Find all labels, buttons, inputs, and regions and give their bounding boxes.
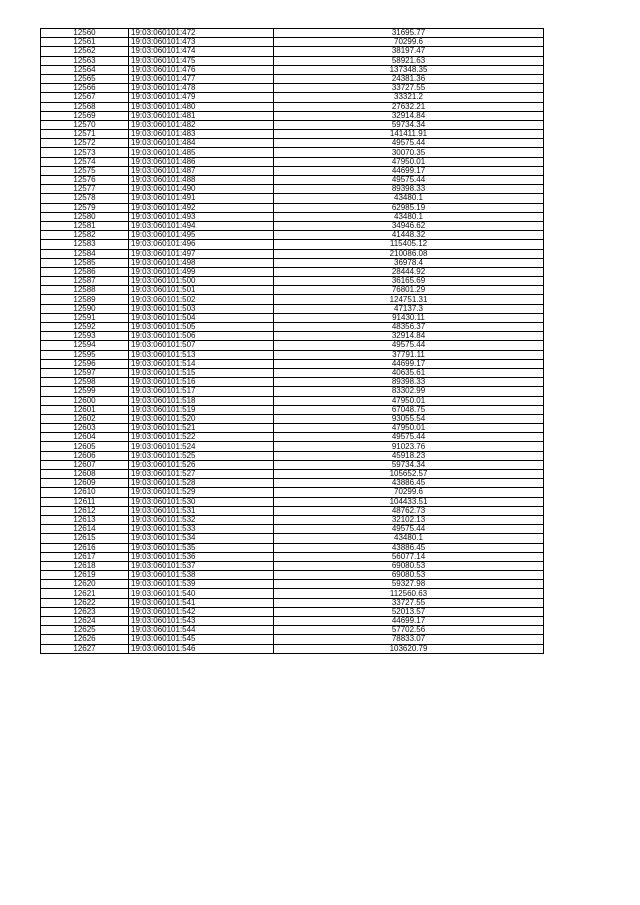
table-row bbox=[41, 267, 544, 276]
cadastral-number-cell: 19:03:060101:493 bbox=[129, 212, 274, 221]
value-cell: 28444.92 bbox=[274, 267, 544, 276]
value-cell: 78833.07 bbox=[274, 635, 544, 644]
value-cell: 56077.14 bbox=[274, 552, 544, 561]
table-row bbox=[41, 212, 544, 221]
row-number-cell: 12599 bbox=[41, 387, 129, 396]
value-cell: 30070.35 bbox=[274, 148, 544, 157]
row-number-cell: 12582 bbox=[41, 231, 129, 240]
cadastral-number-cell: 19:03:060101:521 bbox=[129, 424, 274, 433]
table-row bbox=[41, 74, 544, 83]
table-row bbox=[41, 368, 544, 377]
table-row bbox=[41, 488, 544, 497]
cadastral-number-cell: 19:03:060101:474 bbox=[129, 47, 274, 56]
value-cell: 43480.1 bbox=[274, 534, 544, 543]
row-number-cell: 12590 bbox=[41, 304, 129, 313]
cadastral-number-cell: 19:03:060101:477 bbox=[129, 74, 274, 83]
row-number-cell: 12583 bbox=[41, 240, 129, 249]
cadastral-number-cell: 19:03:060101:484 bbox=[129, 139, 274, 148]
value-cell: 44699.17 bbox=[274, 166, 544, 175]
row-number-cell: 12601 bbox=[41, 405, 129, 414]
cadastral-number-cell: 19:03:060101:472 bbox=[129, 29, 274, 38]
row-number-cell: 12612 bbox=[41, 506, 129, 515]
value-cell: 32914.84 bbox=[274, 332, 544, 341]
cadastral-number-cell: 19:03:060101:541 bbox=[129, 598, 274, 607]
value-cell: 49575.44 bbox=[274, 525, 544, 534]
row-number-cell: 12578 bbox=[41, 194, 129, 203]
table-row bbox=[41, 433, 544, 442]
table-row bbox=[41, 424, 544, 433]
table-row bbox=[41, 313, 544, 322]
cadastral-number-cell: 19:03:060101:534 bbox=[129, 534, 274, 543]
table-row bbox=[41, 552, 544, 561]
row-number-cell: 12564 bbox=[41, 65, 129, 74]
table-row bbox=[41, 506, 544, 515]
table-row bbox=[41, 598, 544, 607]
row-number-cell: 12609 bbox=[41, 479, 129, 488]
cadastral-number-cell: 19:03:060101:486 bbox=[129, 157, 274, 166]
row-number-cell: 12604 bbox=[41, 433, 129, 442]
row-number-cell: 12575 bbox=[41, 166, 129, 175]
value-cell: 89398.33 bbox=[274, 378, 544, 387]
table-row bbox=[41, 120, 544, 129]
row-number-cell: 12581 bbox=[41, 221, 129, 230]
row-number-cell: 12607 bbox=[41, 460, 129, 469]
table-row bbox=[41, 185, 544, 194]
cadastral-number-cell: 19:03:060101:532 bbox=[129, 515, 274, 524]
row-number-cell: 12579 bbox=[41, 203, 129, 212]
table-row bbox=[41, 644, 544, 653]
table-row bbox=[41, 38, 544, 47]
value-cell: 59327.98 bbox=[274, 580, 544, 589]
value-cell: 115405.12 bbox=[274, 240, 544, 249]
value-cell: 47950.01 bbox=[274, 396, 544, 405]
value-cell: 91023.76 bbox=[274, 442, 544, 451]
value-cell: 76801.29 bbox=[274, 286, 544, 295]
value-cell: 137348.35 bbox=[274, 65, 544, 74]
cadastral-number-cell: 19:03:060101:538 bbox=[129, 571, 274, 580]
row-number-cell: 12627 bbox=[41, 644, 129, 653]
table-row bbox=[41, 387, 544, 396]
table-row bbox=[41, 414, 544, 423]
row-number-cell: 12592 bbox=[41, 323, 129, 332]
row-number-cell: 12562 bbox=[41, 47, 129, 56]
table-row bbox=[41, 286, 544, 295]
row-number-cell: 12611 bbox=[41, 497, 129, 506]
value-cell: 44699.17 bbox=[274, 359, 544, 368]
table-row bbox=[41, 130, 544, 139]
table-row bbox=[41, 65, 544, 74]
value-cell: 43480.1 bbox=[274, 212, 544, 221]
table-row bbox=[41, 176, 544, 185]
data-table bbox=[40, 28, 544, 654]
value-cell: 43886.45 bbox=[274, 479, 544, 488]
table-row bbox=[41, 323, 544, 332]
table-row bbox=[41, 396, 544, 405]
row-number-cell: 12594 bbox=[41, 341, 129, 350]
value-cell: 45918.23 bbox=[274, 451, 544, 460]
value-cell: 49575.44 bbox=[274, 176, 544, 185]
table-row bbox=[41, 497, 544, 506]
cadastral-number-cell: 19:03:060101:533 bbox=[129, 525, 274, 534]
row-number-cell: 12595 bbox=[41, 350, 129, 359]
value-cell: 48762.73 bbox=[274, 506, 544, 515]
value-cell: 69080.53 bbox=[274, 571, 544, 580]
value-cell: 70299.6 bbox=[274, 488, 544, 497]
value-cell: 59734.34 bbox=[274, 460, 544, 469]
row-number-cell: 12614 bbox=[41, 525, 129, 534]
table-row bbox=[41, 405, 544, 414]
table-row bbox=[41, 451, 544, 460]
row-number-cell: 12618 bbox=[41, 561, 129, 570]
table-row bbox=[41, 203, 544, 212]
value-cell: 43886.45 bbox=[274, 543, 544, 552]
value-cell: 36165.69 bbox=[274, 277, 544, 286]
cadastral-number-cell: 19:03:060101:522 bbox=[129, 433, 274, 442]
table-row bbox=[41, 102, 544, 111]
cadastral-number-cell: 19:03:060101:488 bbox=[129, 176, 274, 185]
value-cell: 70299.6 bbox=[274, 38, 544, 47]
cadastral-number-cell: 19:03:060101:540 bbox=[129, 589, 274, 598]
table-row bbox=[41, 534, 544, 543]
table-row bbox=[41, 148, 544, 157]
cadastral-number-cell: 19:03:060101:500 bbox=[129, 277, 274, 286]
value-cell: 103620.79 bbox=[274, 644, 544, 653]
value-cell: 24381.36 bbox=[274, 74, 544, 83]
value-cell: 40635.61 bbox=[274, 368, 544, 377]
cadastral-number-cell: 19:03:060101:530 bbox=[129, 497, 274, 506]
document-page bbox=[40, 28, 543, 654]
value-cell: 47950.01 bbox=[274, 424, 544, 433]
cadastral-number-cell: 19:03:060101:524 bbox=[129, 442, 274, 451]
row-number-cell: 12619 bbox=[41, 571, 129, 580]
cadastral-number-cell: 19:03:060101:505 bbox=[129, 323, 274, 332]
table-row bbox=[41, 515, 544, 524]
row-number-cell: 12613 bbox=[41, 515, 129, 524]
table-row bbox=[41, 442, 544, 451]
table-row bbox=[41, 607, 544, 616]
cadastral-number-cell: 19:03:060101:537 bbox=[129, 561, 274, 570]
row-number-cell: 12577 bbox=[41, 185, 129, 194]
row-number-cell: 12620 bbox=[41, 580, 129, 589]
cadastral-number-cell: 19:03:060101:497 bbox=[129, 249, 274, 258]
value-cell: 44699.17 bbox=[274, 617, 544, 626]
value-cell: 104433.51 bbox=[274, 497, 544, 506]
row-number-cell: 12567 bbox=[41, 93, 129, 102]
row-number-cell: 12572 bbox=[41, 139, 129, 148]
table-row bbox=[41, 304, 544, 313]
cadastral-number-cell: 19:03:060101:480 bbox=[129, 102, 274, 111]
row-number-cell: 12602 bbox=[41, 414, 129, 423]
table-row bbox=[41, 56, 544, 65]
value-cell: 32914.84 bbox=[274, 111, 544, 120]
row-number-cell: 12617 bbox=[41, 552, 129, 561]
table-row bbox=[41, 258, 544, 267]
row-number-cell: 12573 bbox=[41, 148, 129, 157]
cadastral-number-cell: 19:03:060101:476 bbox=[129, 65, 274, 74]
value-cell: 36978.4 bbox=[274, 258, 544, 267]
cadastral-number-cell: 19:03:060101:490 bbox=[129, 185, 274, 194]
value-cell: 124751.31 bbox=[274, 295, 544, 304]
cadastral-number-cell: 19:03:060101:479 bbox=[129, 93, 274, 102]
cadastral-number-cell: 19:03:060101:515 bbox=[129, 368, 274, 377]
row-number-cell: 12561 bbox=[41, 38, 129, 47]
value-cell: 48356.37 bbox=[274, 323, 544, 332]
value-cell: 52013.57 bbox=[274, 607, 544, 616]
value-cell: 43480.1 bbox=[274, 194, 544, 203]
value-cell: 58921.63 bbox=[274, 56, 544, 65]
row-number-cell: 12625 bbox=[41, 626, 129, 635]
cadastral-number-cell: 19:03:060101:504 bbox=[129, 313, 274, 322]
table-row bbox=[41, 571, 544, 580]
cadastral-number-cell: 19:03:060101:544 bbox=[129, 626, 274, 635]
row-number-cell: 12563 bbox=[41, 56, 129, 65]
value-cell: 59734.34 bbox=[274, 120, 544, 129]
value-cell: 33321.2 bbox=[274, 93, 544, 102]
row-number-cell: 12574 bbox=[41, 157, 129, 166]
value-cell: 37791.11 bbox=[274, 350, 544, 359]
row-number-cell: 12621 bbox=[41, 589, 129, 598]
cadastral-number-cell: 19:03:060101:473 bbox=[129, 38, 274, 47]
cadastral-number-cell: 19:03:060101:539 bbox=[129, 580, 274, 589]
cadastral-number-cell: 19:03:060101:519 bbox=[129, 405, 274, 414]
row-number-cell: 12624 bbox=[41, 617, 129, 626]
row-number-cell: 12588 bbox=[41, 286, 129, 295]
value-cell: 89398.33 bbox=[274, 185, 544, 194]
table-row bbox=[41, 221, 544, 230]
row-number-cell: 12596 bbox=[41, 359, 129, 368]
cadastral-number-cell: 19:03:060101:496 bbox=[129, 240, 274, 249]
row-number-cell: 12570 bbox=[41, 120, 129, 129]
cadastral-number-cell: 19:03:060101:494 bbox=[129, 221, 274, 230]
cadastral-number-cell: 19:03:060101:543 bbox=[129, 617, 274, 626]
value-cell: 91430.11 bbox=[274, 313, 544, 322]
row-number-cell: 12593 bbox=[41, 332, 129, 341]
table-row bbox=[41, 626, 544, 635]
row-number-cell: 12603 bbox=[41, 424, 129, 433]
cadastral-number-cell: 19:03:060101:499 bbox=[129, 267, 274, 276]
value-cell: 34946.62 bbox=[274, 221, 544, 230]
row-number-cell: 12598 bbox=[41, 378, 129, 387]
table-row bbox=[41, 359, 544, 368]
table-row bbox=[41, 111, 544, 120]
cadastral-number-cell: 19:03:060101:520 bbox=[129, 414, 274, 423]
row-number-cell: 12565 bbox=[41, 74, 129, 83]
table-row bbox=[41, 332, 544, 341]
row-number-cell: 12585 bbox=[41, 258, 129, 267]
cadastral-number-cell: 19:03:060101:482 bbox=[129, 120, 274, 129]
row-number-cell: 12586 bbox=[41, 267, 129, 276]
row-number-cell: 12610 bbox=[41, 488, 129, 497]
cadastral-number-cell: 19:03:060101:535 bbox=[129, 543, 274, 552]
table-row bbox=[41, 350, 544, 359]
row-number-cell: 12576 bbox=[41, 176, 129, 185]
table-row bbox=[41, 295, 544, 304]
value-cell: 47950.01 bbox=[274, 157, 544, 166]
table-row bbox=[41, 29, 544, 38]
table-row bbox=[41, 460, 544, 469]
value-cell: 105652.57 bbox=[274, 470, 544, 479]
value-cell: 41448.32 bbox=[274, 231, 544, 240]
table-body bbox=[41, 29, 544, 654]
value-cell: 112560.63 bbox=[274, 589, 544, 598]
value-cell: 33727.55 bbox=[274, 598, 544, 607]
table-row bbox=[41, 139, 544, 148]
value-cell: 49575.44 bbox=[274, 341, 544, 350]
table-row bbox=[41, 194, 544, 203]
row-number-cell: 12589 bbox=[41, 295, 129, 304]
cadastral-number-cell: 19:03:060101:481 bbox=[129, 111, 274, 120]
cadastral-number-cell: 19:03:060101:487 bbox=[129, 166, 274, 175]
cadastral-number-cell: 19:03:060101:536 bbox=[129, 552, 274, 561]
cadastral-number-cell: 19:03:060101:542 bbox=[129, 607, 274, 616]
cadastral-number-cell: 19:03:060101:526 bbox=[129, 460, 274, 469]
row-number-cell: 12568 bbox=[41, 102, 129, 111]
value-cell: 67048.75 bbox=[274, 405, 544, 414]
table-row bbox=[41, 580, 544, 589]
table-row bbox=[41, 93, 544, 102]
value-cell: 69080.53 bbox=[274, 561, 544, 570]
row-number-cell: 12615 bbox=[41, 534, 129, 543]
cadastral-number-cell: 19:03:060101:475 bbox=[129, 56, 274, 65]
value-cell: 49575.44 bbox=[274, 433, 544, 442]
cadastral-number-cell: 19:03:060101:518 bbox=[129, 396, 274, 405]
table-row bbox=[41, 470, 544, 479]
row-number-cell: 12626 bbox=[41, 635, 129, 644]
table-row bbox=[41, 617, 544, 626]
table-row bbox=[41, 84, 544, 93]
table-row bbox=[41, 561, 544, 570]
cadastral-number-cell: 19:03:060101:514 bbox=[129, 359, 274, 368]
cadastral-number-cell: 19:03:060101:529 bbox=[129, 488, 274, 497]
row-number-cell: 12623 bbox=[41, 607, 129, 616]
row-number-cell: 12571 bbox=[41, 130, 129, 139]
value-cell: 31695.77 bbox=[274, 29, 544, 38]
row-number-cell: 12606 bbox=[41, 451, 129, 460]
cadastral-number-cell: 19:03:060101:506 bbox=[129, 332, 274, 341]
cadastral-number-cell: 19:03:060101:492 bbox=[129, 203, 274, 212]
value-cell: 210086.08 bbox=[274, 249, 544, 258]
cadastral-number-cell: 19:03:060101:491 bbox=[129, 194, 274, 203]
table-row bbox=[41, 479, 544, 488]
row-number-cell: 12587 bbox=[41, 277, 129, 286]
row-number-cell: 12600 bbox=[41, 396, 129, 405]
table-row bbox=[41, 589, 544, 598]
value-cell: 38197.47 bbox=[274, 47, 544, 56]
table-row bbox=[41, 277, 544, 286]
row-number-cell: 12591 bbox=[41, 313, 129, 322]
table-row bbox=[41, 249, 544, 258]
table-row bbox=[41, 47, 544, 56]
cadastral-number-cell: 19:03:060101:507 bbox=[129, 341, 274, 350]
row-number-cell: 12616 bbox=[41, 543, 129, 552]
value-cell: 33727.55 bbox=[274, 84, 544, 93]
table-row bbox=[41, 240, 544, 249]
cadastral-number-cell: 19:03:060101:483 bbox=[129, 130, 274, 139]
cadastral-number-cell: 19:03:060101:527 bbox=[129, 470, 274, 479]
row-number-cell: 12560 bbox=[41, 29, 129, 38]
cadastral-number-cell: 19:03:060101:495 bbox=[129, 231, 274, 240]
cadastral-number-cell: 19:03:060101:501 bbox=[129, 286, 274, 295]
cadastral-number-cell: 19:03:060101:517 bbox=[129, 387, 274, 396]
row-number-cell: 12605 bbox=[41, 442, 129, 451]
row-number-cell: 12608 bbox=[41, 470, 129, 479]
value-cell: 83302.99 bbox=[274, 387, 544, 396]
cadastral-number-cell: 19:03:060101:525 bbox=[129, 451, 274, 460]
cadastral-number-cell: 19:03:060101:545 bbox=[129, 635, 274, 644]
table-row bbox=[41, 378, 544, 387]
table-row bbox=[41, 635, 544, 644]
cadastral-number-cell: 19:03:060101:516 bbox=[129, 378, 274, 387]
cadastral-number-cell: 19:03:060101:478 bbox=[129, 84, 274, 93]
cadastral-number-cell: 19:03:060101:531 bbox=[129, 506, 274, 515]
value-cell: 49575.44 bbox=[274, 139, 544, 148]
table-row bbox=[41, 166, 544, 175]
value-cell: 47137.3 bbox=[274, 304, 544, 313]
cadastral-number-cell: 19:03:060101:546 bbox=[129, 644, 274, 653]
table-row bbox=[41, 341, 544, 350]
cadastral-number-cell: 19:03:060101:528 bbox=[129, 479, 274, 488]
cadastral-number-cell: 19:03:060101:485 bbox=[129, 148, 274, 157]
value-cell: 141411.91 bbox=[274, 130, 544, 139]
value-cell: 93055.54 bbox=[274, 414, 544, 423]
row-number-cell: 12622 bbox=[41, 598, 129, 607]
cadastral-number-cell: 19:03:060101:503 bbox=[129, 304, 274, 313]
row-number-cell: 12566 bbox=[41, 84, 129, 93]
table-row bbox=[41, 543, 544, 552]
value-cell: 57702.56 bbox=[274, 626, 544, 635]
value-cell: 62985.19 bbox=[274, 203, 544, 212]
cadastral-number-cell: 19:03:060101:498 bbox=[129, 258, 274, 267]
row-number-cell: 12584 bbox=[41, 249, 129, 258]
table-row bbox=[41, 157, 544, 166]
cadastral-number-cell: 19:03:060101:502 bbox=[129, 295, 274, 304]
value-cell: 32102.13 bbox=[274, 515, 544, 524]
cadastral-number-cell: 19:03:060101:513 bbox=[129, 350, 274, 359]
row-number-cell: 12569 bbox=[41, 111, 129, 120]
value-cell: 27632.21 bbox=[274, 102, 544, 111]
row-number-cell: 12597 bbox=[41, 368, 129, 377]
row-number-cell: 12580 bbox=[41, 212, 129, 221]
table-row bbox=[41, 525, 544, 534]
table-row bbox=[41, 231, 544, 240]
